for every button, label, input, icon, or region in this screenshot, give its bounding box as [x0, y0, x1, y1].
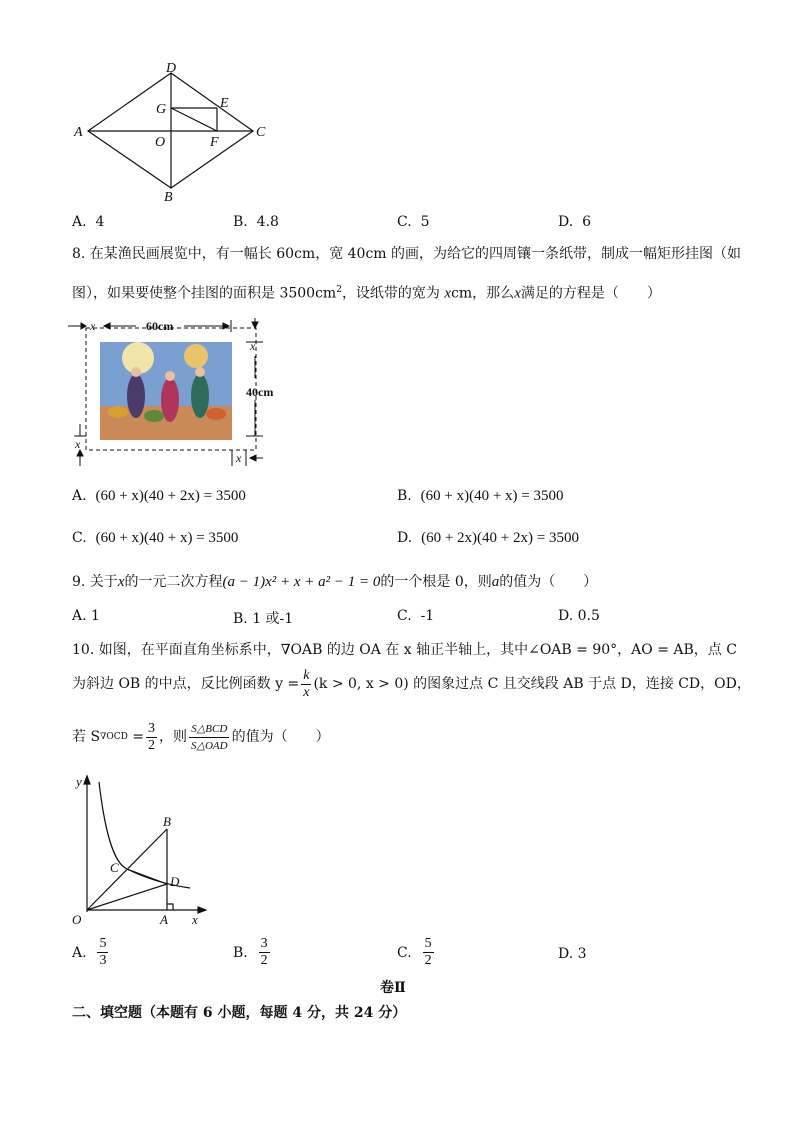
volume-two-label: 卷Ⅱ — [380, 980, 406, 996]
rhombus-figure — [70, 58, 280, 208]
q7-option-b[interactable]: B. 4.8 — [233, 214, 279, 230]
label-b: B — [164, 190, 173, 205]
segment-gf — [171, 108, 217, 131]
label-f: F — [210, 135, 219, 150]
q10-stem-line3: 若 S ∇OCD = $\frac{3}{2}$ ，则 $\frac{\text{S△BCD}}{\text{S△OAD}}$ 的值为（ ） — [72, 720, 330, 753]
label-y: y — [76, 774, 82, 789]
q7-option-c[interactable]: C. 5 — [397, 214, 430, 230]
label-e: E — [220, 96, 229, 111]
label-o: O — [155, 135, 166, 150]
framed-painting-figure — [66, 316, 276, 468]
q9-option-b[interactable]: B. 1 或-1 — [233, 611, 294, 627]
q10-option-b[interactable]: B. $\frac{3}{2}$ — [233, 936, 268, 968]
x-label-top-left: x — [90, 319, 96, 333]
x-label-top-right: x — [250, 339, 256, 353]
q9-stem: 9. 关于x的一元二次方程(a − 1)x² + x + a² − 1 = 0的一个根是 0，则a的值为（ ） — [72, 574, 598, 590]
label-a: A — [74, 125, 83, 140]
x-label-bottom-left: x — [75, 437, 81, 451]
label-a-point: A — [160, 912, 168, 927]
q10-stem-line2: 为斜边 OB 的中点，反比例函数 y = $\frac{k}{x}$ (k > 0, x > 0) 的图象过点 C 且交线段 AB 于点 D，连接 CD，OD， — [72, 667, 751, 700]
q10-stem-line1: 10. 如图，在平面直角坐标系中，∇OAB 的边 OA 在 x 轴正半轴上，其中∠OAB = 90°，AO = AB，点 C — [72, 642, 737, 658]
label-o-point: O — [72, 912, 82, 927]
label-d: D — [166, 61, 177, 76]
q10-option-c[interactable]: C. $\frac{5}{2}$ — [397, 936, 432, 968]
q8-option-b[interactable]: B. (60 + x)(40 + x) = 3500 — [397, 488, 564, 504]
height-label: 40cm — [246, 385, 274, 399]
q9-option-d[interactable]: D. 0.5 — [558, 608, 600, 624]
q10-option-d[interactable]: D. 3 — [558, 946, 587, 962]
label-x: x — [192, 912, 198, 927]
q8-option-d[interactable]: D. (60 + 2x)(40 + 2x) = 3500 — [397, 530, 579, 546]
q8-option-c[interactable]: C. (60 + x)(40 + x) = 3500 — [72, 530, 239, 546]
label-b-point: B — [163, 814, 171, 829]
label-c-point: C — [110, 860, 119, 875]
q9-option-a[interactable]: A. 1 — [72, 608, 100, 624]
q8-option-a[interactable]: A. (60 + x)(40 + 2x) = 3500 — [72, 488, 246, 504]
q10-option-a[interactable]: A. $\frac{5}{3}$ — [72, 936, 107, 968]
right-angle-mark — [167, 904, 173, 910]
q7-option-d[interactable]: D. 6 — [558, 214, 592, 230]
label-d-point: D — [170, 874, 180, 889]
coordinate-figure — [66, 772, 216, 928]
q8-stem-line1: 8. 在某渔民画展览中，有一幅长 60cm，宽 40cm 的画，为给它的四周镶一条纸带，制成一幅矩形挂图（如 — [72, 246, 742, 262]
q9-option-c[interactable]: C. -1 — [397, 608, 435, 624]
q7-option-a[interactable]: A. 4 — [72, 214, 105, 230]
x-label-bottom-right: x — [236, 451, 242, 465]
label-g: G — [156, 102, 167, 117]
width-label: 60cm — [146, 319, 174, 333]
section-two-heading: 二、填空题（本题有 6 小题，每题 4 分，共 24 分） — [72, 1005, 407, 1021]
label-c: C — [256, 125, 266, 140]
q8-stem-line2: 图），如果要使整个挂图的面积是 $3500cm^2$，设纸带的宽为 xcm，那么x满足的方程是（ ） — [72, 285, 661, 302]
